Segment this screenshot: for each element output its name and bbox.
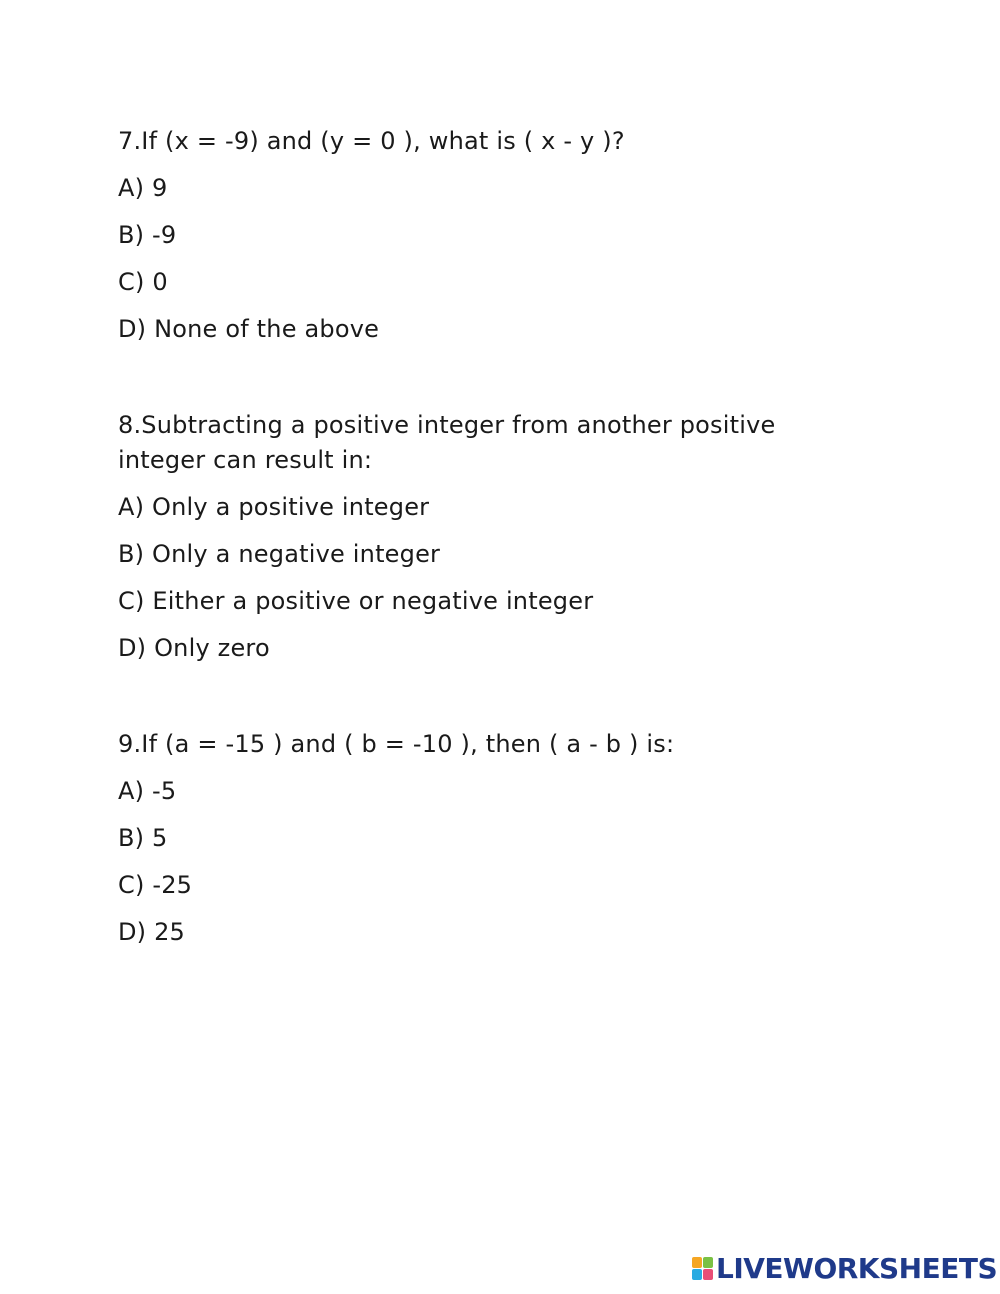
liveworksheets-logo-icon xyxy=(692,1257,714,1281)
question-8-option-d: D) Only zero xyxy=(118,634,270,662)
question-7-option-a: A) 9 xyxy=(118,174,168,202)
question-8-text-line-1: 8.Subtracting a positive integer from another positive xyxy=(118,411,776,439)
question-9 xyxy=(118,727,878,950)
question-7-option-b: B) -9 xyxy=(118,221,177,249)
brand-name: LIVEWORKSHEETS xyxy=(716,1252,998,1285)
question-7-text: 7.If (x = -9) and (y = 0 ), what is ( x - y )? xyxy=(118,127,625,155)
brand-footer xyxy=(692,1254,997,1284)
question-7-option-d: D) None of the above xyxy=(118,315,380,343)
question-9-option-d: D) 25 xyxy=(118,918,186,946)
question-7 xyxy=(118,124,878,347)
question-8-option-b: B) Only a negative integer xyxy=(118,540,441,568)
question-9-text: 9.If (a = -15 ) and ( b = -10 ), then ( a - b ) is: xyxy=(118,730,675,758)
question-7-option-c: C) 0 xyxy=(118,268,168,296)
question-8-option-a: A) Only a positive integer xyxy=(118,493,430,521)
question-9-option-b: B) 5 xyxy=(118,824,168,852)
question-8 xyxy=(118,408,878,666)
question-9-option-a: A) -5 xyxy=(118,777,177,805)
question-8-option-c: C) Either a positive or negative integer xyxy=(118,587,594,615)
question-8-text-line-2: integer can result in: xyxy=(118,446,373,474)
question-9-option-c: C) -25 xyxy=(118,871,193,899)
